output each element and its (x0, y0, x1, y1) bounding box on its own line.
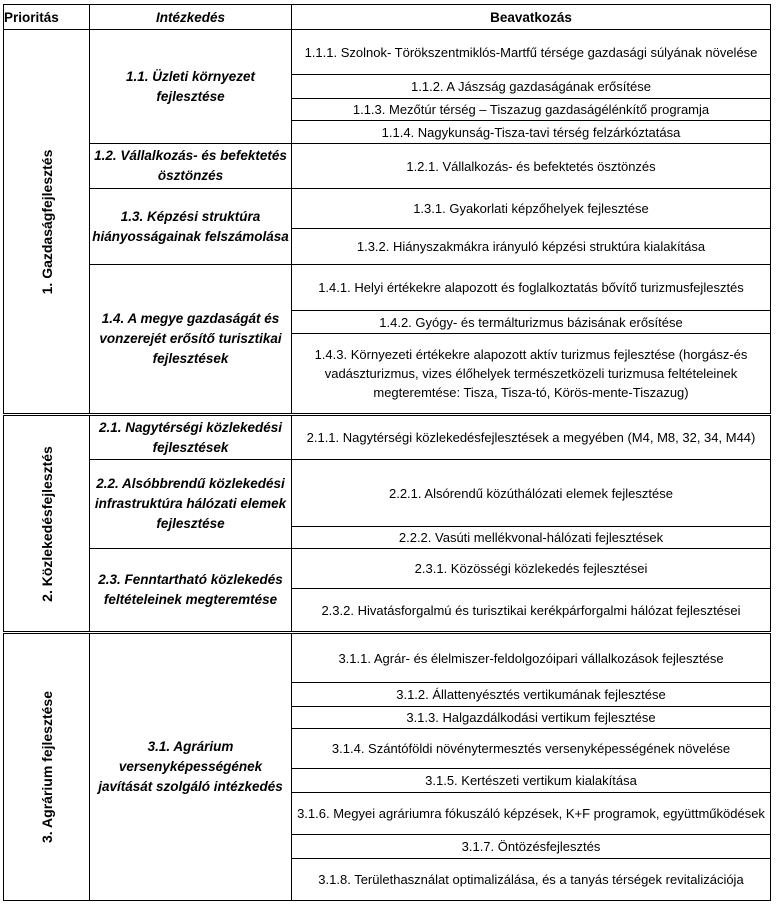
measure-cell: 1.1. Üzleti környezet fejlesztése (90, 30, 292, 144)
action-cell: 3.1.7. Öntözésfejlesztés (292, 835, 771, 859)
action-cell: 2.3.1. Közösségi közlekedés fejlesztései (292, 549, 771, 589)
table-row (4, 460, 771, 527)
header-measure: Intézkedés (90, 5, 292, 30)
priority-cell (4, 633, 90, 901)
action-cell: 1.1.3. Mezőtúr térség – Tiszazug gazdaságélénkítő programja (292, 99, 771, 121)
action-cell: 1.4.1. Helyi értékekre alapozott és foglalkoztatás bővítő turizmusfejlesztés (292, 265, 771, 311)
table-row (4, 30, 771, 75)
table-row (4, 549, 771, 589)
priority-label: 2. Közlekedésfejlesztés (38, 445, 55, 602)
action-cell: 1.3.1. Gyakorlati képzőhelyek fejlesztése (292, 189, 771, 229)
action-cell: 2.1.1. Nagytérségi közlekedésfejlesztések a megyében (M4, M8, 32, 34, M44) (292, 415, 771, 460)
action-cell: 3.1.4. Szántóföldi növénytermesztés versenyképességének növelése (292, 729, 771, 769)
measure-cell: 1.2. Vállalkozás- és befektetés ösztönzés (90, 144, 292, 189)
policy-table (3, 4, 771, 901)
action-cell: 1.3.2. Hiányszakmákra irányuló képzési struktúra kialakítása (292, 229, 771, 265)
measure-cell: 1.4. A megye gazdaságát és vonzerejét erősítő turisztikai fejlesztések (90, 265, 292, 415)
action-cell: 3.1.8. Területhasználat optimalizálása, és a tanyás térségek revitalizációja (292, 859, 771, 901)
measure-cell: 3.1. Agrárium versenyképességének javítását szolgáló intézkedés (90, 633, 292, 901)
action-cell: 1.1.2. A Jászság gazdaságának erősítése (292, 75, 771, 99)
measure-cell: 2.2. Alsóbbrendű közlekedési infrastruktúra hálózati elemek fejlesztése (90, 460, 292, 549)
action-cell: 2.2.2. Vasúti mellékvonal-hálózati fejlesztések (292, 527, 771, 549)
action-cell: 1.1.1. Szolnok- Törökszentmiklós-Martfű térsége gazdasági súlyának növelése (292, 30, 771, 75)
table-row (4, 144, 771, 189)
measure-cell: 1.3. Képzési struktúra hiányosságainak felszámolása (90, 189, 292, 265)
table-row (4, 415, 771, 460)
table-row (4, 265, 771, 311)
action-cell: 3.1.5. Kertészeti vertikum kialakítása (292, 769, 771, 793)
action-cell: 2.3.2. Hivatásforgalmú és turisztikai kerékpárforgalmi hálózat fejlesztései (292, 589, 771, 633)
action-cell: 3.1.3. Halgazdálkodási vertikum fejlesztése (292, 707, 771, 729)
priority-label: 1. Gazdaságfejlesztés (38, 149, 55, 294)
action-cell: 3.1.1. Agrár- és élelmiszer-feldolgozóipari vállalkozások fejlesztése (292, 633, 771, 683)
table-row (4, 633, 771, 683)
measure-cell: 2.3. Fenntartható közlekedés feltételeinek megteremtése (90, 549, 292, 633)
measure-cell: 2.1. Nagytérségi közlekedési fejlesztések (90, 415, 292, 460)
priority-cell (4, 30, 90, 415)
header-action: Beavatkozás (292, 5, 771, 30)
priority-cell (4, 415, 90, 633)
header-row (4, 5, 771, 30)
action-cell: 1.4.3. Környezeti értékekre alapozott aktív turizmus fejlesztése (horgász-és vadászturizmus, vizes élőhelyek természetközeli turizmusa feltételeinek megteremtése: Tisza, Tisza-tó, Körös-mente-Tiszazug) (292, 334, 771, 415)
action-cell: 3.1.2. Állattenyésztés vertikumának fejlesztése (292, 683, 771, 707)
action-cell: 1.1.4. Nagykunság-Tisza-tavi térség felzárkóztatása (292, 121, 771, 144)
action-cell: 1.2.1. Vállalkozás- és befektetés ösztönzés (292, 144, 771, 189)
header-priority: Prioritás (4, 5, 90, 30)
action-cell: 3.1.6. Megyei agráriumra fókuszáló képzések, K+F programok, együttműködések (292, 793, 771, 835)
priority-label: 3. Agrárium fejlesztése (38, 691, 55, 843)
table-row (4, 189, 771, 229)
action-cell: 2.2.1. Alsórendű közúthálózati elemek fejlesztése (292, 460, 771, 527)
action-cell: 1.4.2. Gyógy- és termálturizmus bázisának erősítése (292, 311, 771, 334)
